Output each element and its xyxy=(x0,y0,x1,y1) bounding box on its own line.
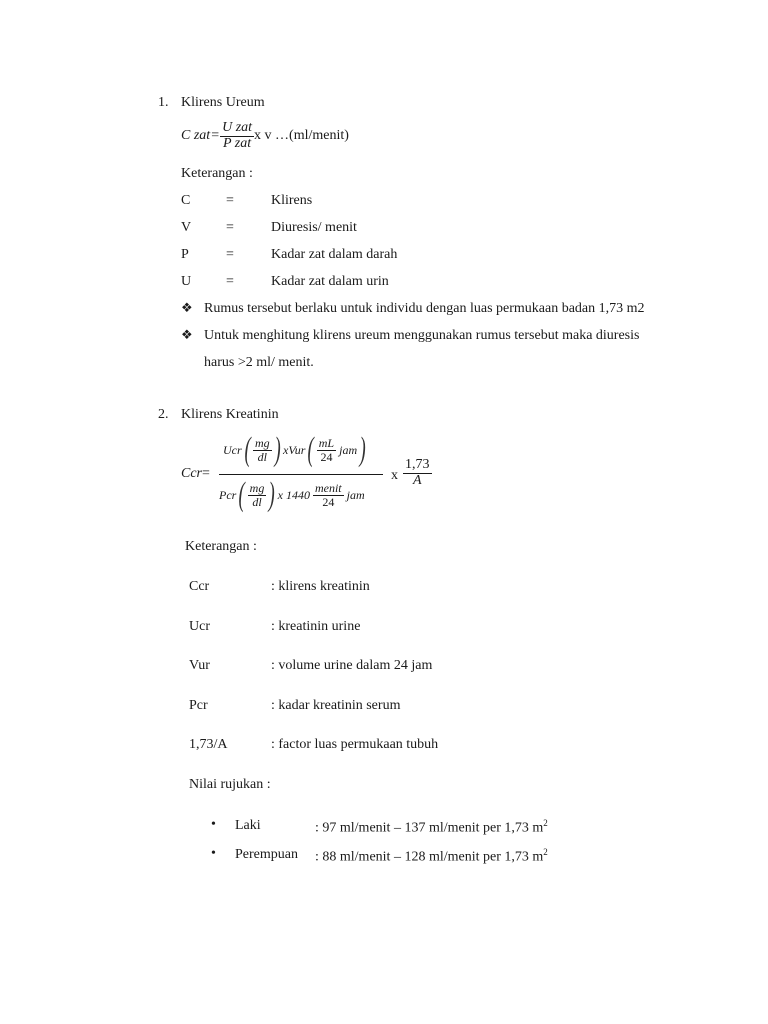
formula-lhs: C zat xyxy=(181,128,211,144)
def-description: : factor luas permukaan tubuh xyxy=(271,737,439,752)
def-equals: = xyxy=(226,274,234,289)
def-symbol: P xyxy=(181,247,189,262)
n24-value: 24 xyxy=(320,449,333,464)
jam-unit: jam xyxy=(346,488,365,502)
ucr-symbol: Ucr xyxy=(223,443,242,457)
bsa-factor-fraction xyxy=(403,458,432,488)
dl-unit: dl xyxy=(252,494,262,509)
note-text: Rumus tersebut berlaku untuk individu dengan luas permukaan badan 1,73 m2 xyxy=(204,301,645,316)
mg-unit: mg xyxy=(249,480,265,495)
xvur-symbol: xVur xyxy=(283,443,306,457)
formula-tail: x v …(ml/menit) xyxy=(254,128,349,144)
formula-denominator: P zat xyxy=(223,135,252,151)
def-symbol: V xyxy=(181,220,192,235)
section2-number: 2. xyxy=(158,407,169,422)
section2-formula xyxy=(181,430,451,518)
def-description: Klirens xyxy=(271,193,313,208)
def-symbol: Vur xyxy=(189,658,210,673)
formula-numerator: Ucr ( $\frac{mg}{dl}$ ) xVur ( $\frac{mL}{24}$ jam ) xyxy=(223,431,366,468)
def-description: Kadar zat dalam urin xyxy=(271,274,389,289)
formula-equals: = xyxy=(211,128,220,144)
range-label: Perempuan xyxy=(235,847,298,862)
def-symbol: Pcr xyxy=(189,698,208,713)
bullet-icon: • xyxy=(211,817,216,832)
def-description: Kadar zat dalam darah xyxy=(271,247,398,262)
jam-unit: jam xyxy=(339,443,358,457)
note-text: Untuk menghitung klirens ureum menggunakan rumus tersebut maka diuresis xyxy=(204,328,640,343)
note-text-continued: harus >2 ml/ menit. xyxy=(204,355,314,370)
section2-title: Klirens Kreatinin xyxy=(181,407,279,422)
def-equals: = xyxy=(226,193,234,208)
diamond-bullet-icon: ❖ xyxy=(181,300,193,315)
def-symbol: U xyxy=(181,274,192,289)
def-symbol: Ccr xyxy=(189,579,210,594)
def-equals: = xyxy=(226,247,234,262)
n173-value: 1,73 xyxy=(405,457,430,472)
a-symbol: A xyxy=(412,472,422,488)
diamond-bullet-icon: ❖ xyxy=(181,327,193,342)
mg-unit: mg xyxy=(255,435,270,450)
n24-value: 24 xyxy=(322,494,335,509)
formula-fraction xyxy=(220,121,254,151)
formula-lhs: Ccr= xyxy=(181,466,210,481)
ml-unit: mL xyxy=(318,435,335,450)
bullet-icon: • xyxy=(211,846,216,861)
range-value: : 88 ml/menit – 128 ml/menit per 1,73 $m^2$ xyxy=(315,847,548,865)
nilai-rujukan-label: Nilai rujukan : xyxy=(189,777,271,792)
main-fraction-bar xyxy=(219,474,383,475)
def-symbol: C xyxy=(181,193,191,208)
def-description: : kreatinin urine xyxy=(271,619,361,634)
def-description: Diuresis/ menit xyxy=(271,220,357,235)
formula-denominator: Pcr ( $\frac{mg}{dl}$ ) x 1440 $\frac{\text{menit}}{24}$ jam xyxy=(219,476,365,513)
pcr-symbol: Pcr xyxy=(219,488,237,502)
range-label: Laki xyxy=(235,818,261,833)
range-value: : 97 ml/menit – 137 ml/menit per 1,73 $m^2$ xyxy=(315,818,548,836)
section2-keterangan-label: Keterangan : xyxy=(185,539,257,554)
formula-numerator: U zat xyxy=(222,120,253,135)
x1440-value: x 1440 xyxy=(277,488,310,502)
section1-formula xyxy=(181,121,349,151)
menit-unit: menit xyxy=(314,480,342,495)
def-description: : klirens kreatinin xyxy=(271,579,370,594)
section1-title: Klirens Ureum xyxy=(181,95,265,110)
dl-unit: dl xyxy=(257,449,267,464)
times-sign: x xyxy=(391,468,398,483)
def-description: : volume urine dalam 24 jam xyxy=(271,658,433,673)
def-symbol: 1,73/A xyxy=(189,737,228,752)
def-description: : kadar kreatinin serum xyxy=(271,698,401,713)
section1-keterangan-label: Keterangan : xyxy=(181,166,253,181)
section1-number: 1. xyxy=(158,95,169,110)
def-symbol: Ucr xyxy=(189,619,210,634)
def-equals: = xyxy=(226,220,234,235)
